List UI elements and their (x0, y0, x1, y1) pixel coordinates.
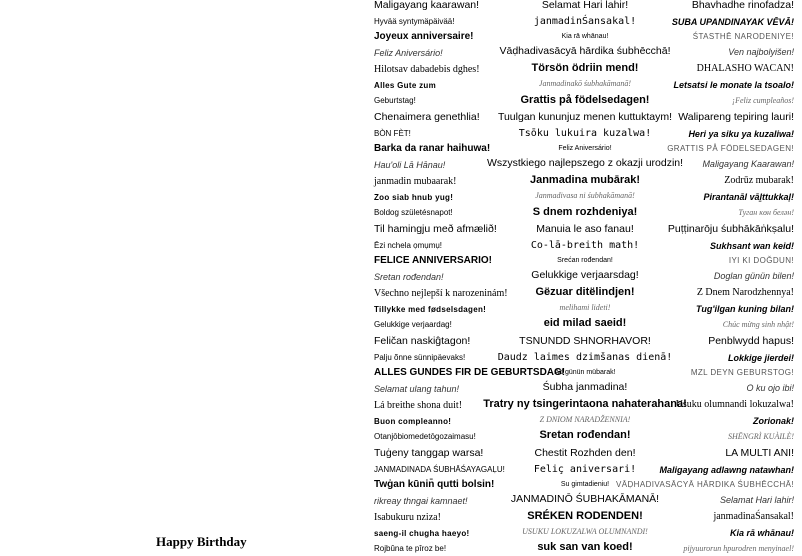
greeting-text: Walipareng tepiring lauri! (678, 111, 794, 123)
greeting-text: SRÉKEN RODENDEN! (527, 509, 643, 522)
greeting-text: saeng-il chugha haeyo! (374, 529, 470, 539)
greeting-text: LA MULTI ANI! (725, 447, 794, 459)
greeting-text: Feliz Aniversário! (558, 145, 612, 153)
greeting-text: Penblwydd hapus! (708, 335, 794, 347)
greeting-text: Chenaimera genethlia! (374, 111, 480, 124)
greeting-text: Feličan naskiĝtagon! (374, 335, 471, 348)
greeting-text: Isabukuru nziza! (374, 512, 441, 524)
greeting-text: Feliç aniversari! (533, 463, 637, 475)
greeting-text: Maligayang kaarawan! (374, 0, 480, 11)
greeting-text: Puṭṭinarōju śubhākāṅkṣalu! (667, 223, 794, 235)
greeting-text: Sukhsant wan keid! (709, 240, 794, 251)
greeting-text: JANMADINŌ ŚUBHAKĀMANĀ! (510, 493, 660, 505)
greeting-text: Palju õnne sünnipäevaks! (374, 352, 466, 362)
greeting-text: Janmadinakō śubhakāmanā! (538, 79, 632, 89)
greeting-text: ¡Feliz cumpleaños! (732, 96, 794, 106)
greeting-text: Tuulgan kununjuz menen kuttuktaym! (497, 110, 673, 123)
greeting-text: FELICE ANNIVERSARIO! (374, 255, 492, 267)
greeting-text: Ven najbolyišen! (728, 47, 794, 58)
greeting-text: Gëzuar ditëlindjen! (535, 285, 635, 298)
greeting-text: Feliz Aniversário! (374, 48, 443, 59)
greeting-text: Heri ya siku ya kuzaliwa! (688, 128, 794, 139)
greeting-text: Kia rā whānau! (561, 33, 609, 41)
greeting-text: Bhavhadhe rinofadza! (691, 0, 794, 11)
greeting-text: Tsōku lukuira kuzalwa! (518, 127, 652, 139)
greeting-text: USUKU LOKUZALWA OLUMNANDI! (522, 527, 648, 537)
greeting-text: Srećan rođendan! (557, 256, 613, 264)
greeting-text: Buon compleanno! (374, 417, 452, 427)
greeting-column-2 (483, 0, 687, 554)
greeting-text: janmadin mubaarak! (374, 176, 457, 188)
greeting-text: eid milad saeid! (543, 317, 627, 330)
greeting-text: Tillykke med fødselsdagen! (374, 305, 487, 315)
greeting-text: janmadinaŚansakal! (713, 511, 794, 523)
greeting-text: Maligayang Kaarawan! (702, 159, 794, 170)
greeting-text: Su gimtadieniu! (560, 480, 610, 488)
greeting-text: rikreay thngai kamnaet! (374, 496, 468, 507)
greeting-text: Gelukkige verjaardag! (374, 320, 452, 330)
greeting-text: Z Dnem Narodzhennya! (696, 287, 794, 299)
greeting-text: Rojbûna te pîroz be! (374, 544, 447, 554)
greeting-text: MZL DEYN GEBURSTOG! (690, 368, 794, 378)
greeting-text: SHĒNGRÌ KUÀILÈ! (728, 432, 794, 442)
greeting-text: SUBA UPANDINAYAK VĒVĀ! (671, 16, 794, 27)
greeting-column-3 (616, 0, 794, 554)
greeting-text: Selamat ulang tahun! (374, 384, 460, 395)
greeting-text: BÒN FÈT! (374, 128, 411, 138)
greeting-text: JANMADINADA ŚUBHĀŚAYAGAḶU! (374, 464, 505, 474)
greeting-text: Joyeux anniversaire! (374, 31, 474, 43)
greeting-text: Janmadivasa ni śubhakāmanā! (535, 191, 635, 201)
greeting-text: Co-lā-breith math! (530, 239, 640, 251)
greeting-text: Wszystkiego najlepszego z okazji urodzin! (486, 157, 684, 170)
greeting-text: janmadinŚansakal! (533, 15, 637, 27)
greeting-text: Vāḍhadivasācyā hārdika śubhēcchā! (499, 45, 671, 58)
greeting-text: Zodrūz mubarak! (724, 175, 794, 187)
greeting-text: Doglan günün bilen! (713, 271, 794, 282)
greeting-text: Zoo siab hnub yug! (374, 193, 454, 203)
greeting-text: Selamat Hari lahir! (719, 495, 794, 506)
greeting-text: ŚTASTHĒ NARODENIYE! (692, 32, 794, 42)
greeting-text: O ku ojo ibi! (746, 383, 794, 394)
greeting-text: Kia rā whānau! (729, 528, 794, 539)
greeting-text: Lokkige jierdei! (727, 352, 794, 363)
greeting-text: Sretan rođendan! (539, 429, 631, 442)
greeting-text: Til hamingju með afmælið! (374, 223, 497, 236)
greeting-text: Janmadina mubārak! (529, 174, 641, 186)
greeting-text: Daudz laimes dzimšanas dienā! (497, 351, 673, 363)
greeting-text: Pirantanāl vāḻttukkaḷ! (703, 192, 794, 203)
greeting-column-1 (374, 0, 566, 554)
greeting-text: Ad günün mübarak! (554, 368, 616, 376)
greeting-text: VĀḌHADIVASĀCYĀ HĀRDIKA ŚUBHĒCCHĀ! (616, 480, 794, 490)
greeting-text: ALLES GUNDES FIR DE GEBURTSDAG! (374, 367, 566, 379)
greeting-text: Tratry ny tsingerintaona nahaterahana! (483, 397, 687, 410)
greeting-text: Lá breithe shona duit! (374, 400, 463, 412)
greeting-text: Z DNIOM NARADŽENNIA! (539, 415, 631, 425)
greeting-text: suk san van koed! (537, 541, 633, 554)
greeting-text: Boldog születésnapot! (374, 208, 453, 218)
greeting-text: Všechno nejlepší k narozeninám! (374, 288, 508, 300)
greeting-text: TSNUNDD SHNORHAVOR! (519, 334, 651, 347)
greeting-text: melihami lideti! (559, 303, 611, 313)
card-back-panel (0, 0, 372, 556)
greeting-text: GRATTIS PÅ FÖDELSEDAGEN! (667, 144, 794, 154)
greeting-text: Zorionak! (752, 416, 794, 427)
greeting-grid (370, 0, 802, 556)
greeting-text: Törsön ödriin mend! (531, 62, 639, 75)
greeting-text: Chestit Rozhden den! (534, 446, 636, 459)
greeting-text: Barka da ranar haihuwa! (374, 143, 491, 155)
greeting-text: IYI KI DOĞDUN! (728, 256, 794, 266)
greeting-text: Geburtstag! (374, 96, 416, 106)
greeting-text: Letsatsi le monate la tsoalo! (673, 80, 794, 91)
greeting-text: Туган көн белән! (738, 208, 794, 218)
greeting-text: Tuġeny tanggap warsa! (374, 447, 484, 460)
greeting-text: Sretan rođendan! (374, 272, 444, 283)
greeting-text: S dnem rozhdeniya! (532, 205, 638, 218)
greeting-text: Alles Gute zum (374, 81, 436, 91)
greeting-text: DHALASHO WACAN! (696, 63, 794, 75)
greeting-text: Otanjōbiomedetōgozaimasu! (374, 432, 476, 442)
greeting-text: Śubha janmadina! (542, 381, 628, 394)
greeting-text: Gelukkige verjaarsdag! (531, 269, 639, 282)
greeting-text: Grattis på födelsedagen! (520, 93, 650, 106)
greeting-text: Maligayang adlawng natawhan! (659, 464, 794, 475)
greeting-text: Usuku olumnandi lokuzalwa! (675, 399, 794, 411)
greeting-text: Chúc mừng sinh nhật! (722, 320, 794, 330)
card-title: Happy Birthday (156, 534, 247, 549)
greeting-text: pijyuurorun hpurodren menyinael! (683, 544, 794, 554)
greeting-text: Manuia le aso fanau! (536, 222, 634, 235)
greeting-text: Ēzi nchela ọmụmụ! (374, 240, 443, 250)
greeting-text: Hau'oli Lā Hānau! (374, 160, 446, 171)
greeting-text: Selamat Hari lahir! (541, 0, 629, 11)
greeting-text: Tug'ilgan kuning bilan! (696, 304, 794, 315)
greeting-text: Hyvää syntymäpäivää! (374, 16, 455, 26)
greeting-text: Twġan kūnin̄ qutti bolsin! (374, 479, 495, 491)
greeting-text: Hilotsav dabadebis dghes! (374, 64, 480, 76)
